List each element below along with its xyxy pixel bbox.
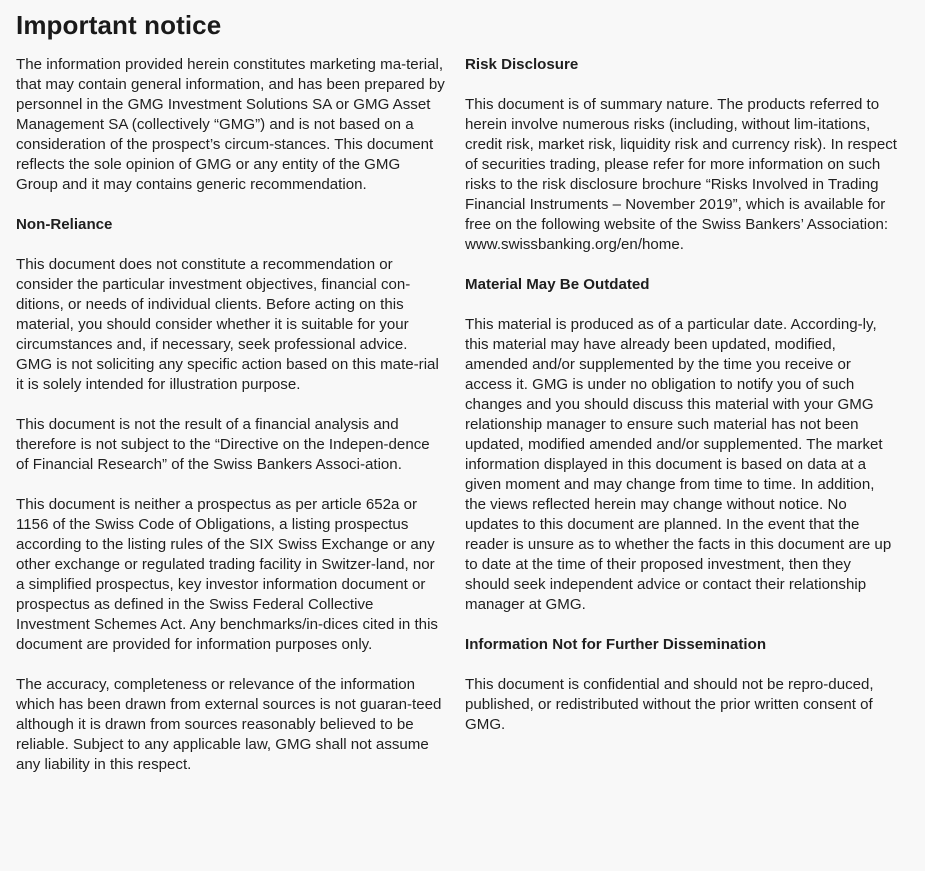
- financial-analysis-paragraph: This document is not the result of a financial analysis and therefore is not subject to the “Directive on the Indepen-dence of Financial Research” of the Swiss Bankers Associ-ation.: [16, 416, 430, 473]
- accuracy-paragraph: The accuracy, completeness or relevance of the information which has been drawn from external sources is not guaran-teed although it is drawn from sources reasonably believed to be reliable. Subject to any applicable law, GMG shall not assume any liability in this respect.: [16, 676, 442, 773]
- outdated-heading: Material May Be Outdated: [465, 276, 650, 293]
- outdated-paragraph: This material is produced as of a particular date. According-ly, this material may have already been updated, modified, amended and/or supplemented by the time you receive or access it. GMG is under no obligation to notify you of such changes and you should discuss this material with your GMG relationship manager to ensure such material has not been updated, modified amended and/or supplemented. The market information displayed in this document is based on data at a given moment and may change from time to time. In addition, the views reflected herein may change without notice. No updates to this document are planned. In the event that the reader is unsure as to whether the facts in this document are up to date at the time of their proposed investment, then they should seek independent advice or contact their relationship manager at GMG.: [465, 316, 892, 613]
- risk-disclosure-heading: Risk Disclosure: [465, 56, 579, 73]
- dissemination-heading: Information Not for Further Dissemination: [465, 636, 767, 653]
- dissemination-paragraph: This document is confidential and should not be repro-duced, published, or redistributed without the prior written consent of GMG.: [465, 676, 874, 733]
- non-reliance-heading: Non-Reliance: [16, 216, 113, 233]
- page-title: Important notice: [16, 10, 222, 40]
- right-column: [465, 55, 897, 755]
- non-reliance-paragraph: This document does not constitute a recommendation or consider the particular investment objectives, financial con-ditions, or needs of individual clients. Before acting on this material, you should consider whether it is suitable for your circumstances and, if necessary, seek professional advice. GMG is not soliciting any specific action based on this mate-rial it is solely intended for illustration purpose.: [16, 256, 439, 393]
- risk-disclosure-paragraph: This document is of summary nature. The products referred to herein involve numerous risks (including, without lim-itations, credit risk, market risk, liquidity risk and currency risk). In respect of securities trading, please refer for more information on such risks to the risk disclosure brochure “Risks Involved in Trading Financial Instruments – November 2019”, which is available for free on the following website of the Swiss Bankers’ Association: www.swissbanking.org/en/home.: [465, 96, 897, 253]
- notice-page: [16, 0, 911, 871]
- left-column: [16, 55, 446, 795]
- prospectus-paragraph: This document is neither a prospectus as per article 652a or 1156 of the Swiss Code of Obligations, a listing prospectus according to the listing rules of the SIX Swiss Exchange or any other exchange or regulated trading facility in Switzer-land, nor a simplified prospectus, key investor information document or prospectus as defined in the Swiss Federal Collective Investment Schemes Act. Any benchmarks/in-dices cited in this document are provided for information purposes only.: [16, 496, 438, 653]
- intro-paragraph: The information provided herein constitutes marketing ma-terial, that may contain general information, and has been prepared by personnel in the GMG Investment Solutions SA or GMG Asset Management SA (collectively “GMG”) and is not based on a consideration of the prospect’s circum-stances. This document reflects the sole opinion of GMG or any entity of the GMG Group and it may contains generic recommendation.: [16, 56, 445, 193]
